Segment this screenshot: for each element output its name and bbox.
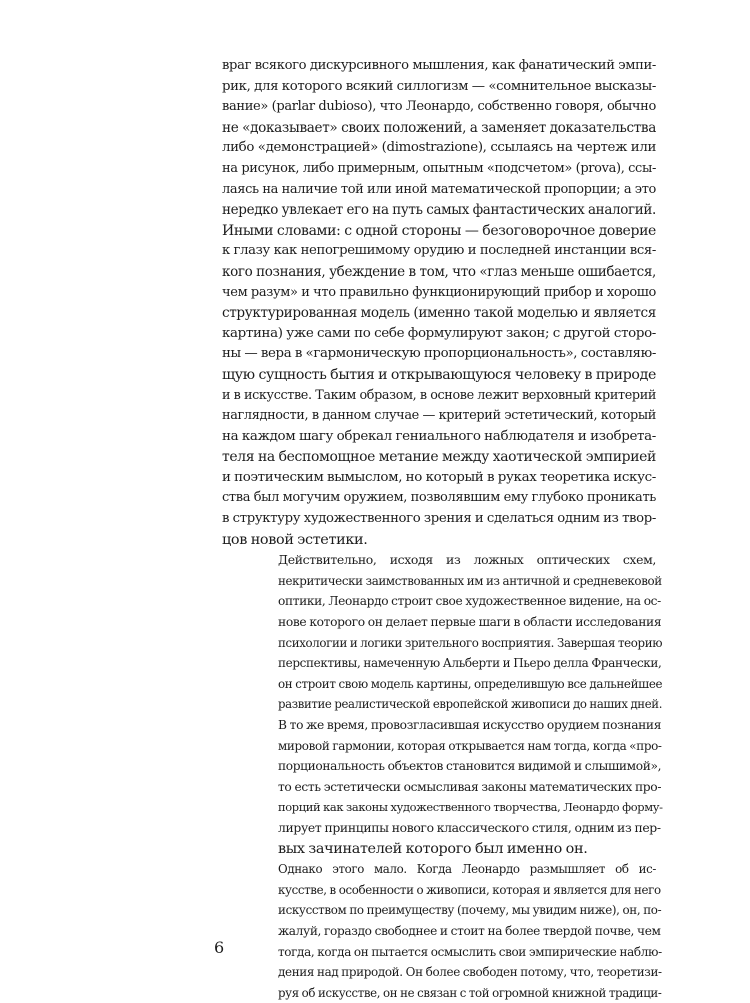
text-line: искусством по преимуществу (почему, мы увидим ниже), он, по- [278,903,662,918]
paragraph-2 [222,550,663,859]
text-line: наглядности, в данном случае — критерий эстетический, который [222,408,656,424]
text-line: вание» (parlar dubioso), что Леонардо, собственно говоря, обычно [222,99,656,115]
text-line: порций как законы художественного творчества, Леонардо форму- [278,800,663,815]
text-line: психологии и логики зрительного восприятия. Завершая теорию [278,635,663,650]
text-line: кого познания, убеждение в том, что «глаз меньше ошибается, [222,263,656,280]
paragraph-1 [222,56,656,550]
text-line: чем разум» и что правильно функционирующий прибор и хорошо [222,284,656,300]
text-line: враг всякого дискурсивного мышления, как фанатический эмпи- [222,58,656,73]
text-line: кусстве, в особенности о живописи, которая и является для него [278,882,661,897]
text-line: лирует принципы нового классического стиля, одним из пер- [278,820,661,835]
text-line: оптики, Леонардо строит свое художественное видение, на ос- [278,594,661,609]
text-line: картина) уже сами по себе формулируют закон; с другой сторо- [222,325,656,341]
text-line: нередко увлекает его на путь самых фантастических аналогий. [222,202,656,219]
text-line: лаясь на наличие той или иной математической пропорции; а это [222,181,656,197]
text-line: ны — вера в «гармоническую пропорциональность», составляю- [222,346,656,362]
text-line: и в искусстве. Таким образом, в основе лежит верховный критерий [222,387,656,403]
text-line: в структуру художественного зрения и сделаться одним из твор- [222,511,656,527]
text-line: либо «демонстрацией» (dimostrazione), ссылаясь на чертеж или [222,140,656,156]
text-line: В то же время, провозгласившая искусство орудием познания [278,718,662,732]
text-line: Действительно, исходя из ложных оптических схем, [278,552,656,568]
text-line: жалуй, гораздо свободнее и стоит на более твердой почве, чем [278,923,661,938]
text-line: рик, для которого всякий силлогизм — «сомнительное высказы- [222,78,656,94]
text-line: на каждом шагу обрекал гениального наблюдателя и изобрета- [222,428,656,444]
text-line: порциональность объектов становится видимой и слышимой», [278,759,662,774]
text-line: перспективы, намеченную Альберти и Пьеро делла Франчески, [278,656,662,671]
text-line: нове которого он делает первые шаги в области исследования [278,615,662,630]
text-line: тогда, когда он пытается осмыслить свои эмпирические наблю- [278,944,662,959]
text-line: цов новой эстетики. [222,531,368,548]
text-line: развитие реалистической европейской живописи до наших дней. [278,697,663,712]
text-line: дения над природой. Он более свободен потому, что, теоретизи- [278,965,662,980]
paragraph-3 [222,859,662,1003]
text-line: то есть эстетически осмысливая законы математических про- [278,779,662,794]
text-line: не «доказывает» своих положений, а заменяет доказательства [222,119,656,136]
text-line: и поэтическим вымыслом, но который в руках теоретика искус- [222,469,656,485]
body-text [222,56,663,1003]
text-line: вых зачинателей которого был именно он. [278,840,588,857]
text-line: щую сущность бытия и открывающуюся человеку в природе [222,366,656,383]
text-line: Иными словами: с одной стороны — безоговорочное доверие [222,222,656,239]
text-line: руя об искусстве, он не связан с той огромной книжной традици- [278,985,662,1000]
text-line: структурированная модель (именно такой моделью и является [222,305,656,322]
text-line: теля на беспомощное метание между хаотической эмпирией [222,449,656,466]
text-line: на рисунок, либо примерным, опытным «подсчетом» (prova), ссы- [222,160,656,176]
text-line: некритически заимствованных им из античной и средневековой [278,573,662,588]
text-line: он строит свою модель картины, определившую все дальнейшее [278,676,663,691]
text-line: мировой гармонии, которая открывается нам тогда, когда «про- [278,738,662,753]
page-number: 6 [214,938,225,957]
text-line: Однако этого мало. Когда Леонардо размышляет об ис- [278,862,656,877]
text-line: к глазу как непогрешимому орудию и последней инстанции вся- [222,243,656,259]
text-line: ства был могучим оружием, позволявшим ему глубоко проникать [222,490,656,506]
